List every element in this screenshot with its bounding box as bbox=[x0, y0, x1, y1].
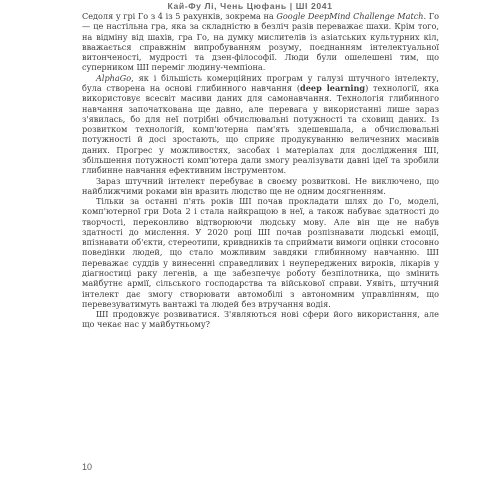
paragraph-2-italic-alphago: AlphaGo bbox=[96, 72, 132, 83]
paragraph-1-text-c: . Го — це настільна гра, яка за складністю в безліч разів переважає шахи. Крім того, на відміну від шахів, гра Го, на думку мислителів із азіатських культурних кіл, вважається справжнім випробуванням розуму, поєднанням інтелектуальної витонченості, мудрості та дзен-філософії. Люди були ошелешені тим, що суперником ШІ переміг людину-чемпіона. bbox=[82, 11, 439, 73]
running-header: Кай-Фу Лі, Чень Цюфань | ШІ 2041 bbox=[167, 1, 333, 11]
paragraph-4: Тільки за останні п'ять років ШІ почав прокладати шлях до Го, моделі, комп'ютерної гри Dota 2 і стала найкращою в неї, а також набуває здатності до творчості, переконливо відтворюючи людську мову. Але він ще не набув здатності до мислення. У 2020 році ШІ почав розпізнавати людські емоції, впізнавати об'єкти, стереотипи, кривдників та сприймати вимоги оцінки стосовно поведінки людей, що стало можливим завдяки глибинному навчанню. ШІ переважає суддів у винесенні справедливих і неупереджених вироків, лікарів у діагностиці раку легенів, а ще забезпечує роботу безпілотника, що змінить майбутнє армії, сільського господарства та військової справи. Уявіть, штучний інтелект дає змогу створювати автомобілі з автономним управлінням, що перевезуватимуть вантажі та людей без втручання водія. bbox=[82, 196, 439, 309]
paragraph-2-text-b: , як і більшість комерційних програм у галузі штучного інтелекту, була створена на основі глибинного навчання ( bbox=[82, 72, 439, 93]
page-body bbox=[82, 11, 439, 330]
page-number: 10 bbox=[82, 462, 93, 472]
paragraph-3: Зараз штучний інтелект перебуває в своєму розвиткові. Не виключено, що найближчими роками він вразить людство ще не одним досягненням. bbox=[82, 175, 439, 196]
paragraph-1 bbox=[82, 11, 439, 73]
paragraph-2-bold-term: deep learning bbox=[300, 82, 366, 93]
paragraph-1-text-a: Седоля у грі Го з 4 із 5 рахунків, зокрема на bbox=[82, 11, 277, 21]
paragraph-1-italic-event: Google DeepMind Challenge Match bbox=[276, 11, 424, 21]
paragraph-5: ШІ продовжує розвиватися. З'являються нові сфери його використання, але що чекає нас у майбутньому? bbox=[82, 309, 439, 330]
paragraph-2 bbox=[82, 73, 439, 176]
paragraph-2-text-d: ) технології, яка використовує всесвіт масиви даних для самонавчання. Технологія глибинного навчання започаткована ще давно, але перевага у використанні лише зараз з'явилась, бо для неї потрібні обчислювальні потужності та сховищ даних. Із розвитком технологій, комп'ютерна пам'ять здешевшала, а обчислювальні потужності й досі зростають, що сприяє продукуванню величезних масивів даних. Прогрес у можливостях, засобах і матеріалах для дослідження ШІ, збільшення потужності комп'ютера дали змогу реалізувати давні ідеї та зробили глибинне навчання ефективним інструментом. bbox=[82, 82, 439, 176]
